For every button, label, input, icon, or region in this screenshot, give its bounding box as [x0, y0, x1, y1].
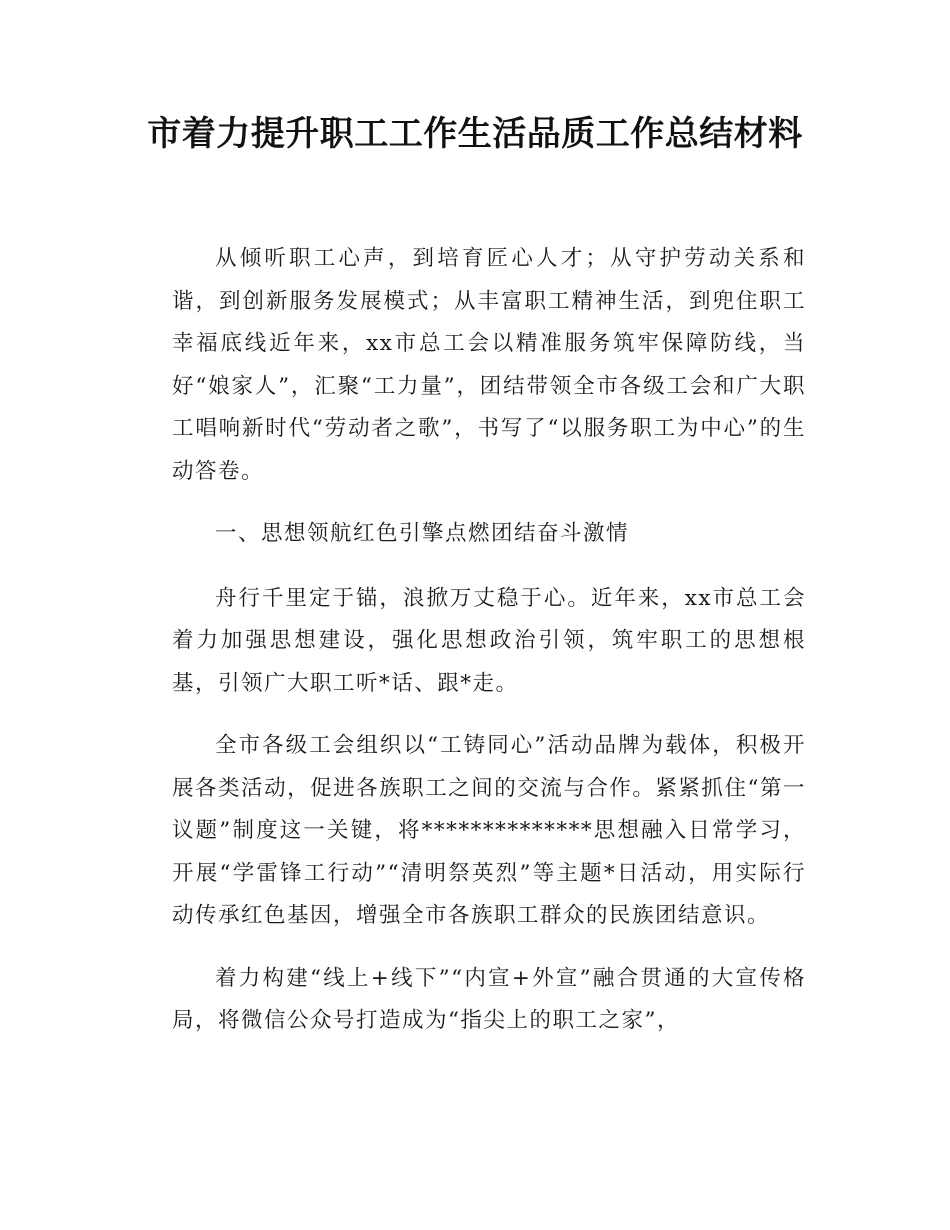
document-title: 市着力提升职工工作生活品质工作总结材料	[147, 114, 803, 154]
document-body	[172, 238, 806, 1063]
body-paragraph: 全市各级工会组织以“工铸同心”活动品牌为载体，积极开展各类活动，促进各族职工之间的交流与合作。紧紧抓住“第一议题”制度这一关键，将**************思想融入日常学习，开展“学雷锋工行动”“清明祭英烈”等主题*日活动，用实际行动传承红色基因，增强全市各族职工群众的民族团结意识。	[172, 733, 806, 928]
intro-paragraph: 从倾听职工心声，到培育匠心人才；从守护劳动关系和谐，到创新服务发展模式；从丰富职工精神生活，到兜住职工幸福底线近年来，xx市总工会以精准服务筑牢保障防线，当好“娘家人”，汇聚“工力量”，团结带领全市各级工会和广大职工唱响新时代“劳动者之歌”，书写了“以服务职工为中心”的生动答卷。	[172, 246, 806, 484]
body-paragraph: 舟行千里定于锚，浪掀万丈稳于心。近年来，xx市总工会着力加强思想建设，强化思想政治引领，筑牢职工的思想根基，引领广大职工听*话、跟*走。	[172, 585, 806, 696]
body-paragraph: 着力构建“线上+线下”“内宣+外宣”融合贯通的大宣传格局，将微信公众号打造成为“指尖上的职工之家”，	[172, 965, 806, 1033]
section-heading-1: 一、思想领航红色引擎点燃团结奋斗激情	[215, 521, 630, 546]
